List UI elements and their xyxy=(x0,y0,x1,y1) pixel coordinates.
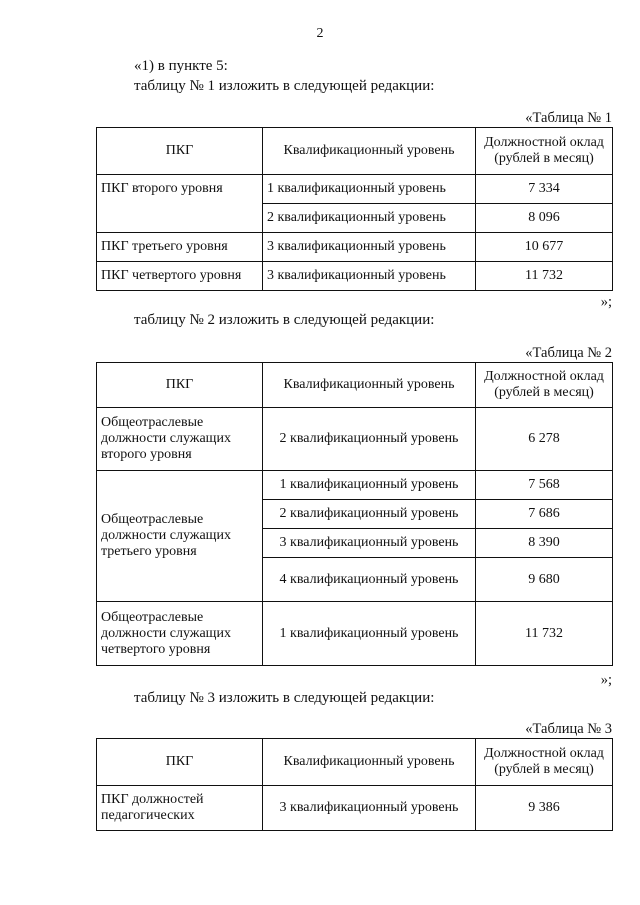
table-header-row xyxy=(97,363,613,408)
cell-salary: 7 686 xyxy=(476,500,613,529)
table-row xyxy=(97,233,613,262)
cell-salary: 11 732 xyxy=(476,262,613,291)
table-row xyxy=(97,786,613,831)
cell-salary: 7 334 xyxy=(476,175,613,204)
table-row xyxy=(97,175,613,204)
instruction-table-3: таблицу № 3 изложить в следующей редакции: xyxy=(134,690,435,706)
cell-salary: 9 386 xyxy=(476,786,613,831)
table-header-row xyxy=(97,128,613,175)
cell-level: 1 квалификационный уровень xyxy=(263,471,476,500)
cell-salary: 11 732 xyxy=(476,602,613,666)
header-salary: Должностной оклад (рублей в месяц) xyxy=(476,128,613,175)
cell-salary: 6 278 xyxy=(476,408,613,471)
table-row xyxy=(97,602,613,666)
table-header-row xyxy=(97,739,613,786)
instruction-table-2: таблицу № 2 изложить в следующей редакции: xyxy=(134,312,435,328)
cell-pkg: ПКГ второго уровня xyxy=(97,175,263,233)
table-1 xyxy=(96,127,613,291)
cell-salary: 10 677 xyxy=(476,233,613,262)
cell-level: 1 квалификационный уровень xyxy=(263,175,476,204)
header-pkg: ПКГ xyxy=(97,128,263,175)
table2-closing: »; xyxy=(600,672,612,688)
cell-level: 2 квалификационный уровень xyxy=(263,408,476,471)
table1-caption: «Таблица № 1 xyxy=(525,110,612,126)
cell-level: 3 квалификационный уровень xyxy=(263,786,476,831)
cell-pkg: ПКГ третьего уровня xyxy=(97,233,263,262)
cell-salary: 8 390 xyxy=(476,529,613,558)
table-row xyxy=(97,262,613,291)
cell-pkg: ПКГ должностей педагогических xyxy=(97,786,263,831)
header-pkg: ПКГ xyxy=(97,739,263,786)
cell-pkg: Общеотраслевые должности служащих второго уровня xyxy=(97,408,263,471)
table-3 xyxy=(96,738,613,831)
header-level: Квалификационный уровень xyxy=(263,363,476,408)
cell-level: 3 квалификационный уровень xyxy=(263,262,476,291)
cell-salary: 8 096 xyxy=(476,204,613,233)
cell-level: 2 квалификационный уровень xyxy=(263,204,476,233)
cell-pkg: Общеотраслевые должности служащих четвертого уровня xyxy=(97,602,263,666)
cell-level: 3 квалификационный уровень xyxy=(263,233,476,262)
cell-level: 3 квалификационный уровень xyxy=(263,529,476,558)
header-pkg: ПКГ xyxy=(97,363,263,408)
cell-salary: 9 680 xyxy=(476,558,613,602)
table2-caption: «Таблица № 2 xyxy=(525,345,612,361)
header-level: Квалификационный уровень xyxy=(263,128,476,175)
cell-salary: 7 568 xyxy=(476,471,613,500)
table1-closing: »; xyxy=(600,294,612,310)
table-row xyxy=(97,408,613,471)
header-level: Квалификационный уровень xyxy=(263,739,476,786)
table-row xyxy=(97,471,613,500)
intro-line-1: «1) в пункте 5: xyxy=(134,58,228,74)
cell-level: 4 квалификационный уровень xyxy=(263,558,476,602)
page-number: 2 xyxy=(316,26,324,41)
header-salary: Должностной оклад (рублей в месяц) xyxy=(476,363,613,408)
cell-pkg: ПКГ четвертого уровня xyxy=(97,262,263,291)
intro-line-2: таблицу № 1 изложить в следующей редакции: xyxy=(134,78,435,94)
cell-pkg: Общеотраслевые должности служащих третьего уровня xyxy=(97,471,263,602)
header-salary: Должностной оклад (рублей в месяц) xyxy=(476,739,613,786)
cell-level: 2 квалификационный уровень xyxy=(263,500,476,529)
cell-level: 1 квалификационный уровень xyxy=(263,602,476,666)
table-2 xyxy=(96,362,613,666)
table3-caption: «Таблица № 3 xyxy=(525,721,612,737)
